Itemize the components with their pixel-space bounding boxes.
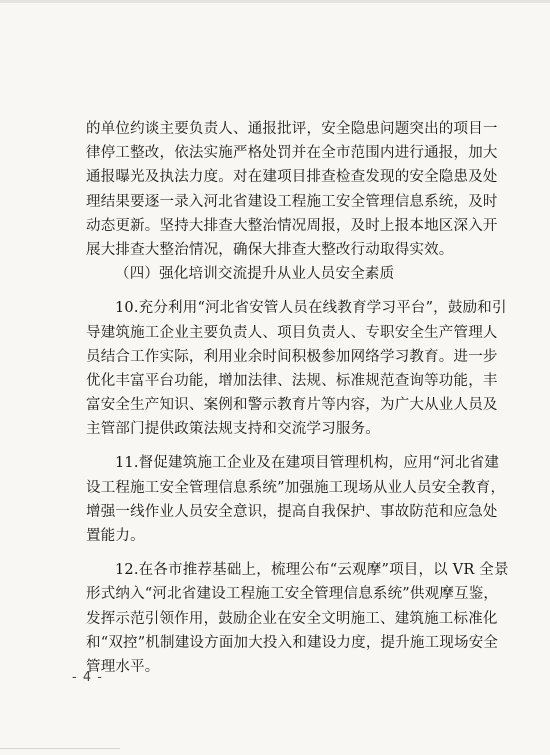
- text-line: 11.督促建筑施工企业及在建项目管理机构，应用“河北省建: [115, 455, 500, 472]
- text-line: 员结合工作实际，利用业余时间积极参加网络学习教育。进一步: [86, 348, 498, 365]
- text-line: 律停工整改，依法实施严格处罚并在全市范围内进行通报，加大: [86, 145, 498, 162]
- text-line: 管理水平。: [86, 658, 160, 675]
- text-line: 和“双控”机制建设方面加大投入和建设力度，提升施工现场安全: [86, 634, 499, 651]
- paragraph-spacing: [86, 548, 466, 558]
- text-line: 通报曝光及执法力度。对在建项目排查检查发现的安全隐患及处: [86, 169, 498, 186]
- paragraph-item-12: [86, 558, 509, 679]
- text-line: 动态更新。坚持大排查大整治情况周报，及时上报本地区深入开: [86, 217, 498, 234]
- scan-top-edge: [0, 0, 550, 3]
- paragraph-item-10: [86, 296, 507, 441]
- scan-bottom-mark: [0, 748, 120, 749]
- paragraph-spacing: [86, 286, 466, 296]
- heading-text: （四）强化培训交流提升从业人员安全素质: [115, 266, 395, 283]
- text-line: 主管部门提供政策法规支持和交流学习服务。: [86, 421, 380, 438]
- text-line: 增强一线作业人员安全意识，提高自我保护、事故防范和应急处: [86, 503, 498, 520]
- paragraph-spacing: [86, 441, 466, 451]
- text-line: 理结果要逐一录入河北省建设工程施工安全管理信息系统，及时: [86, 193, 498, 210]
- text-line: 导建筑施工企业主要负责人、项目负责人、专职安全生产管理人: [86, 324, 498, 341]
- text-line: 设工程施工安全管理信息系统”加强施工现场从业人员安全教育，: [86, 479, 506, 496]
- paragraph-item-11: [86, 451, 506, 548]
- text-line: 展大排查大整治情况，确保大排查大整改行动取得实效。: [86, 241, 454, 258]
- text-line: 12.在各市推荐基础上，梳理公布“云观摩”项目，以 VR 全景: [115, 562, 509, 579]
- document-body: [86, 117, 509, 679]
- text-line: 富安全生产知识、案例和警示教育片等内容，为广大从业人员及: [86, 397, 498, 414]
- text-line: 10.充分利用“河北省安管人员在线教育学习平台”，鼓励和引: [115, 300, 507, 317]
- text-line: 的单位约谈主要负责人、通报批评，安全隐患问题突出的项目一: [86, 121, 498, 137]
- text-line: 发挥示范引领作用，鼓励企业在安全文明施工、建筑施工标准化: [86, 610, 498, 627]
- text-line: 形式纳入“河北省建设工程施工安全管理信息系统”供观摩互鉴，: [86, 586, 499, 603]
- section-heading: [86, 262, 466, 286]
- text-line: 置能力。: [86, 528, 145, 544]
- text-line: 优化丰富平台功能，增加法律、法规、标准规范查询等功能，丰: [86, 372, 498, 389]
- page-number: - 4 -: [72, 670, 103, 685]
- paragraph-enforcement: [86, 117, 498, 262]
